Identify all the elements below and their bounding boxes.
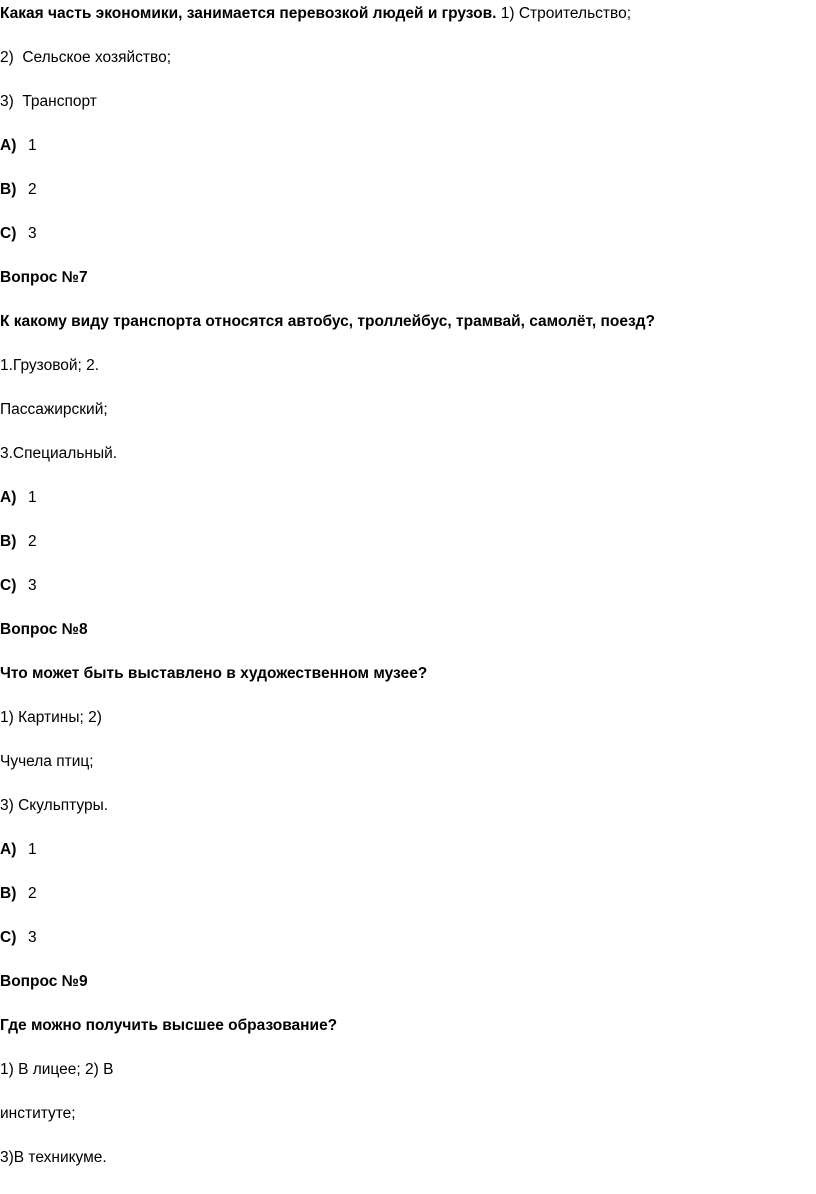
answer-value: 2 bbox=[28, 885, 37, 902]
q8-answer-a bbox=[0, 840, 37, 860]
q6-question-text: Какая часть экономики, занимается перевозкой людей и грузов. bbox=[0, 5, 497, 22]
q8-options-line-2: Чучела птиц; bbox=[0, 753, 94, 770]
q9-question: Где можно получить высшее образование? bbox=[0, 1017, 338, 1034]
answer-letter: C) bbox=[0, 929, 17, 946]
q7-options-line-3: 3.Специальный. bbox=[0, 445, 118, 462]
q6-option-3-number: 3) bbox=[0, 93, 14, 110]
q6-option-3-text: Транспорт bbox=[22, 93, 97, 110]
answer-value: 1 bbox=[28, 489, 37, 506]
q9-options-line-1: 1) В лицее; 2) В bbox=[0, 1061, 114, 1078]
q8-answer-c bbox=[0, 928, 37, 948]
q7-heading: Вопрос №7 bbox=[0, 269, 88, 286]
q8-options-line-1: 1) Картины; 2) bbox=[0, 709, 102, 726]
answer-value: 2 bbox=[28, 181, 37, 198]
answer-letter: B) bbox=[0, 885, 17, 902]
q7-question: К какому виду транспорта относятся автобус, троллейбус, трамвай, самолёт, поезд? bbox=[0, 313, 655, 330]
answer-letter: A) bbox=[0, 489, 17, 506]
q9-heading: Вопрос №9 bbox=[0, 973, 88, 990]
q8-options-line-3: 3) Скульптуры. bbox=[0, 797, 109, 814]
answer-value: 2 bbox=[28, 533, 37, 550]
q6-option-2 bbox=[0, 48, 171, 68]
answer-letter: A) bbox=[0, 137, 17, 154]
q7-answer-a bbox=[0, 488, 37, 508]
answer-value: 3 bbox=[28, 577, 37, 594]
q9-options-line-2: институте; bbox=[0, 1105, 76, 1122]
answer-value: 3 bbox=[28, 929, 37, 946]
answer-letter: C) bbox=[0, 577, 17, 594]
q6-answer-c bbox=[0, 224, 37, 244]
answer-letter: A) bbox=[0, 841, 17, 858]
q6-option-1: 1) Строительство; bbox=[496, 5, 631, 22]
q7-options-line-1: 1.Грузовой; 2. bbox=[0, 357, 100, 374]
q8-heading: Вопрос №8 bbox=[0, 621, 88, 638]
q6-answer-b bbox=[0, 180, 37, 200]
answer-letter: C) bbox=[0, 225, 17, 242]
q8-answer-b bbox=[0, 884, 37, 904]
q6-option-2-text: Сельское хозяйство; bbox=[22, 49, 172, 66]
answer-letter: B) bbox=[0, 533, 17, 550]
answer-value: 3 bbox=[28, 225, 37, 242]
answer-value: 1 bbox=[28, 841, 37, 858]
q7-options-line-2: Пассажирский; bbox=[0, 401, 108, 418]
q7-answer-c bbox=[0, 576, 37, 596]
answer-letter: B) bbox=[0, 181, 17, 198]
q6-answer-a bbox=[0, 136, 37, 156]
q6-option-2-number: 2) bbox=[0, 49, 14, 66]
answer-value: 1 bbox=[28, 137, 37, 154]
q6-question bbox=[0, 4, 631, 24]
q6-option-3 bbox=[0, 92, 97, 112]
q9-options-line-3: 3)В техникуме. bbox=[0, 1149, 107, 1166]
q7-answer-b bbox=[0, 532, 37, 552]
q8-question: Что может быть выставлено в художественном музее? bbox=[0, 665, 428, 682]
